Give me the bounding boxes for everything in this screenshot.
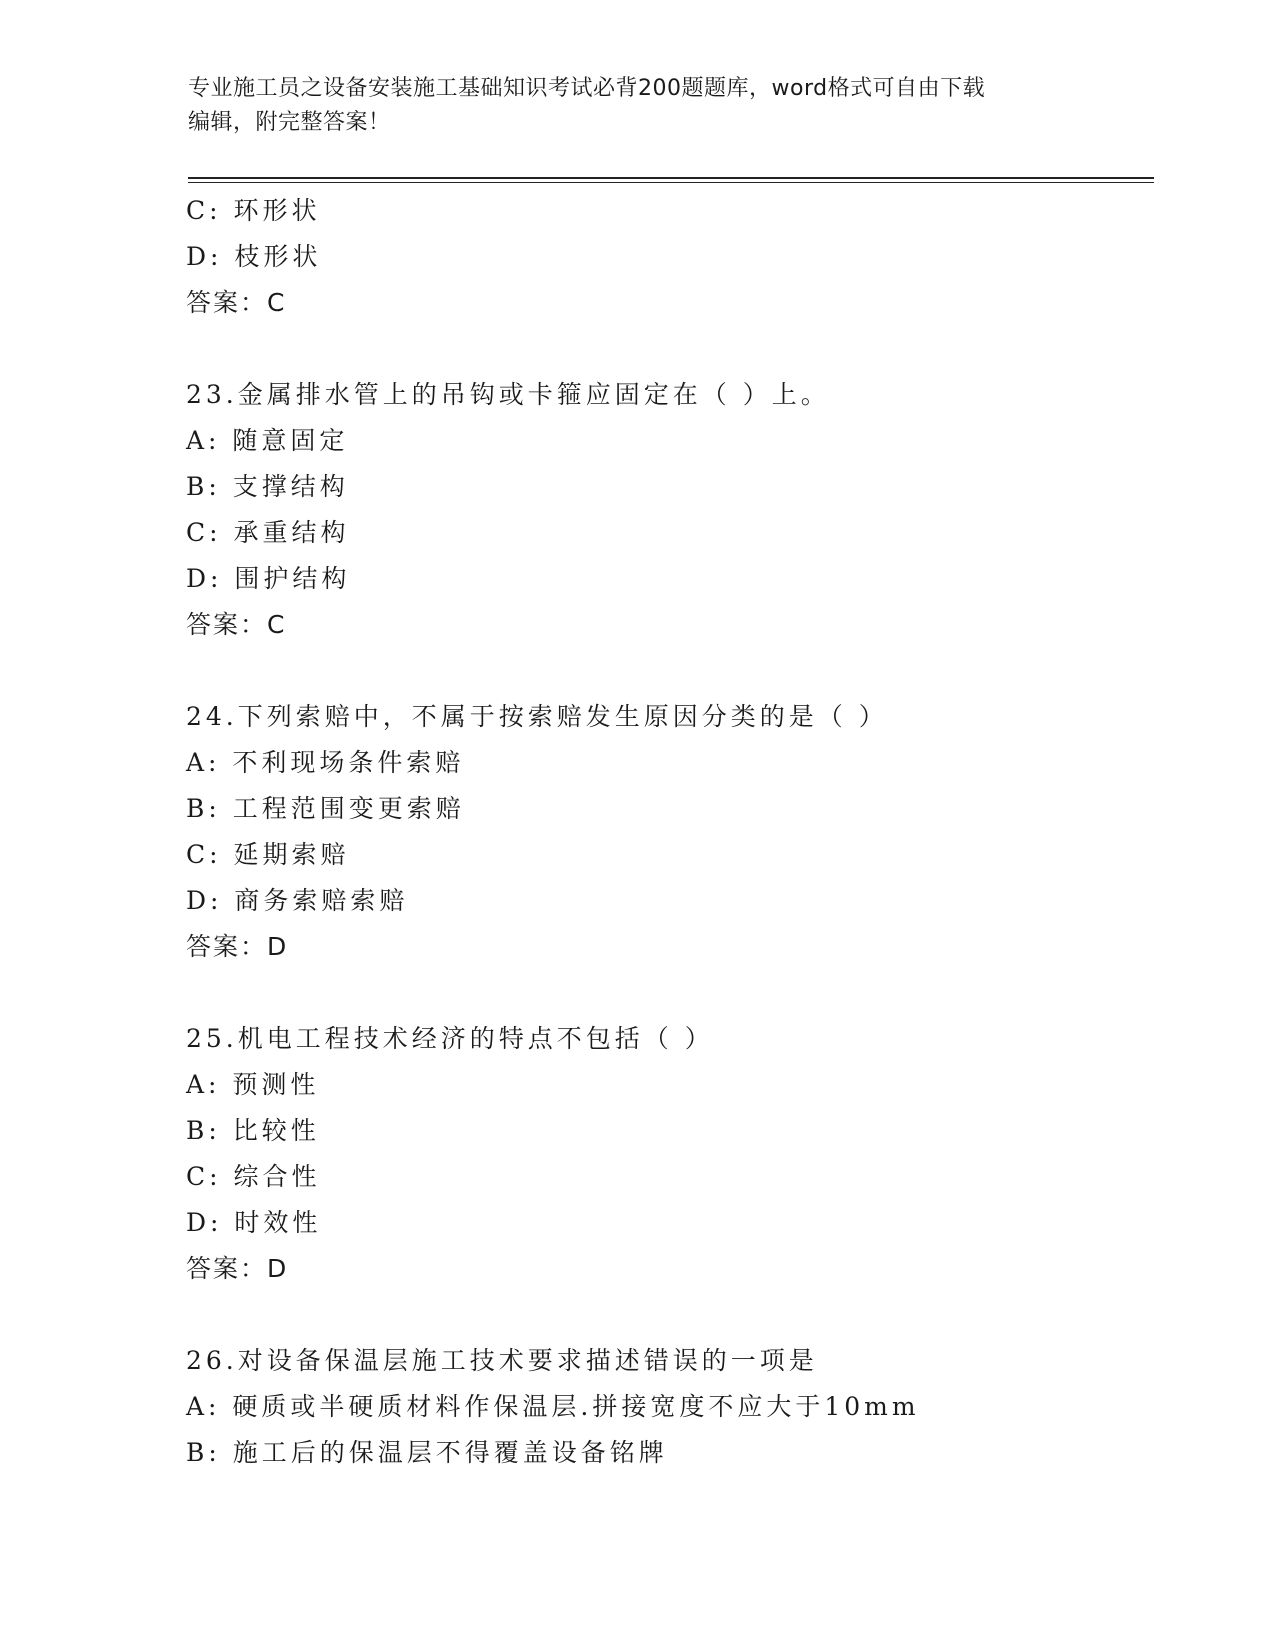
document-header	[188, 72, 1088, 140]
question-stem: 25.机电工程技术经济的特点不包括（ ）	[186, 1024, 714, 1053]
option-c: C: 承重结构	[186, 518, 350, 547]
option-b: B: 工程范围变更索赔	[186, 794, 465, 823]
answer-line: 答案：D	[186, 932, 289, 961]
option-a: A: 不利现场条件索赔	[186, 748, 465, 777]
option-c: C: 延期索赔	[186, 840, 350, 869]
question-stem: 26.对设备保温层施工技术要求描述错误的一项是	[186, 1346, 818, 1375]
option-a: A: 随意固定	[186, 426, 349, 455]
answer-line: 答案：D	[186, 1254, 289, 1283]
answer-line: 答案：C	[186, 288, 287, 317]
question-spacer	[186, 1292, 1146, 1338]
answer-line: 答案：C	[186, 610, 287, 639]
option-b: B: 比较性	[186, 1116, 320, 1145]
option-d: D: 商务索赔索赔	[186, 886, 409, 915]
question-spacer	[186, 970, 1146, 1016]
header-divider	[188, 177, 1154, 179]
option-d: D: 时效性	[186, 1208, 322, 1237]
option-b: B: 施工后的保温层不得覆盖设备铭牌	[186, 1438, 668, 1467]
question-spacer	[186, 326, 1146, 372]
header-line-1: 专业施工员之设备安装施工基础知识考试必背200题题库，word格式可自由下载	[188, 76, 986, 101]
question-content	[186, 188, 1146, 1476]
option-c: C: 环形状	[186, 196, 321, 225]
option-a: A: 预测性	[186, 1070, 320, 1099]
option-a: A: 硬质或半硬质材料作保温层.拼接宽度不应大于10mm	[186, 1392, 920, 1421]
header-divider-thin	[188, 182, 1154, 183]
option-c: C: 综合性	[186, 1162, 321, 1191]
question-stem: 24.下列索赔中，不属于按索赔发生原因分类的是（ ）	[186, 702, 888, 731]
question-spacer	[186, 648, 1146, 694]
question-stem: 23.金属排水管上的吊钩或卡箍应固定在（ ）上。	[186, 380, 830, 409]
option-d: D: 枝形状	[186, 242, 322, 271]
option-b: B: 支撑结构	[186, 472, 349, 501]
option-d: D: 围护结构	[186, 564, 351, 593]
header-line-2: 编辑，附完整答案！	[188, 110, 391, 135]
